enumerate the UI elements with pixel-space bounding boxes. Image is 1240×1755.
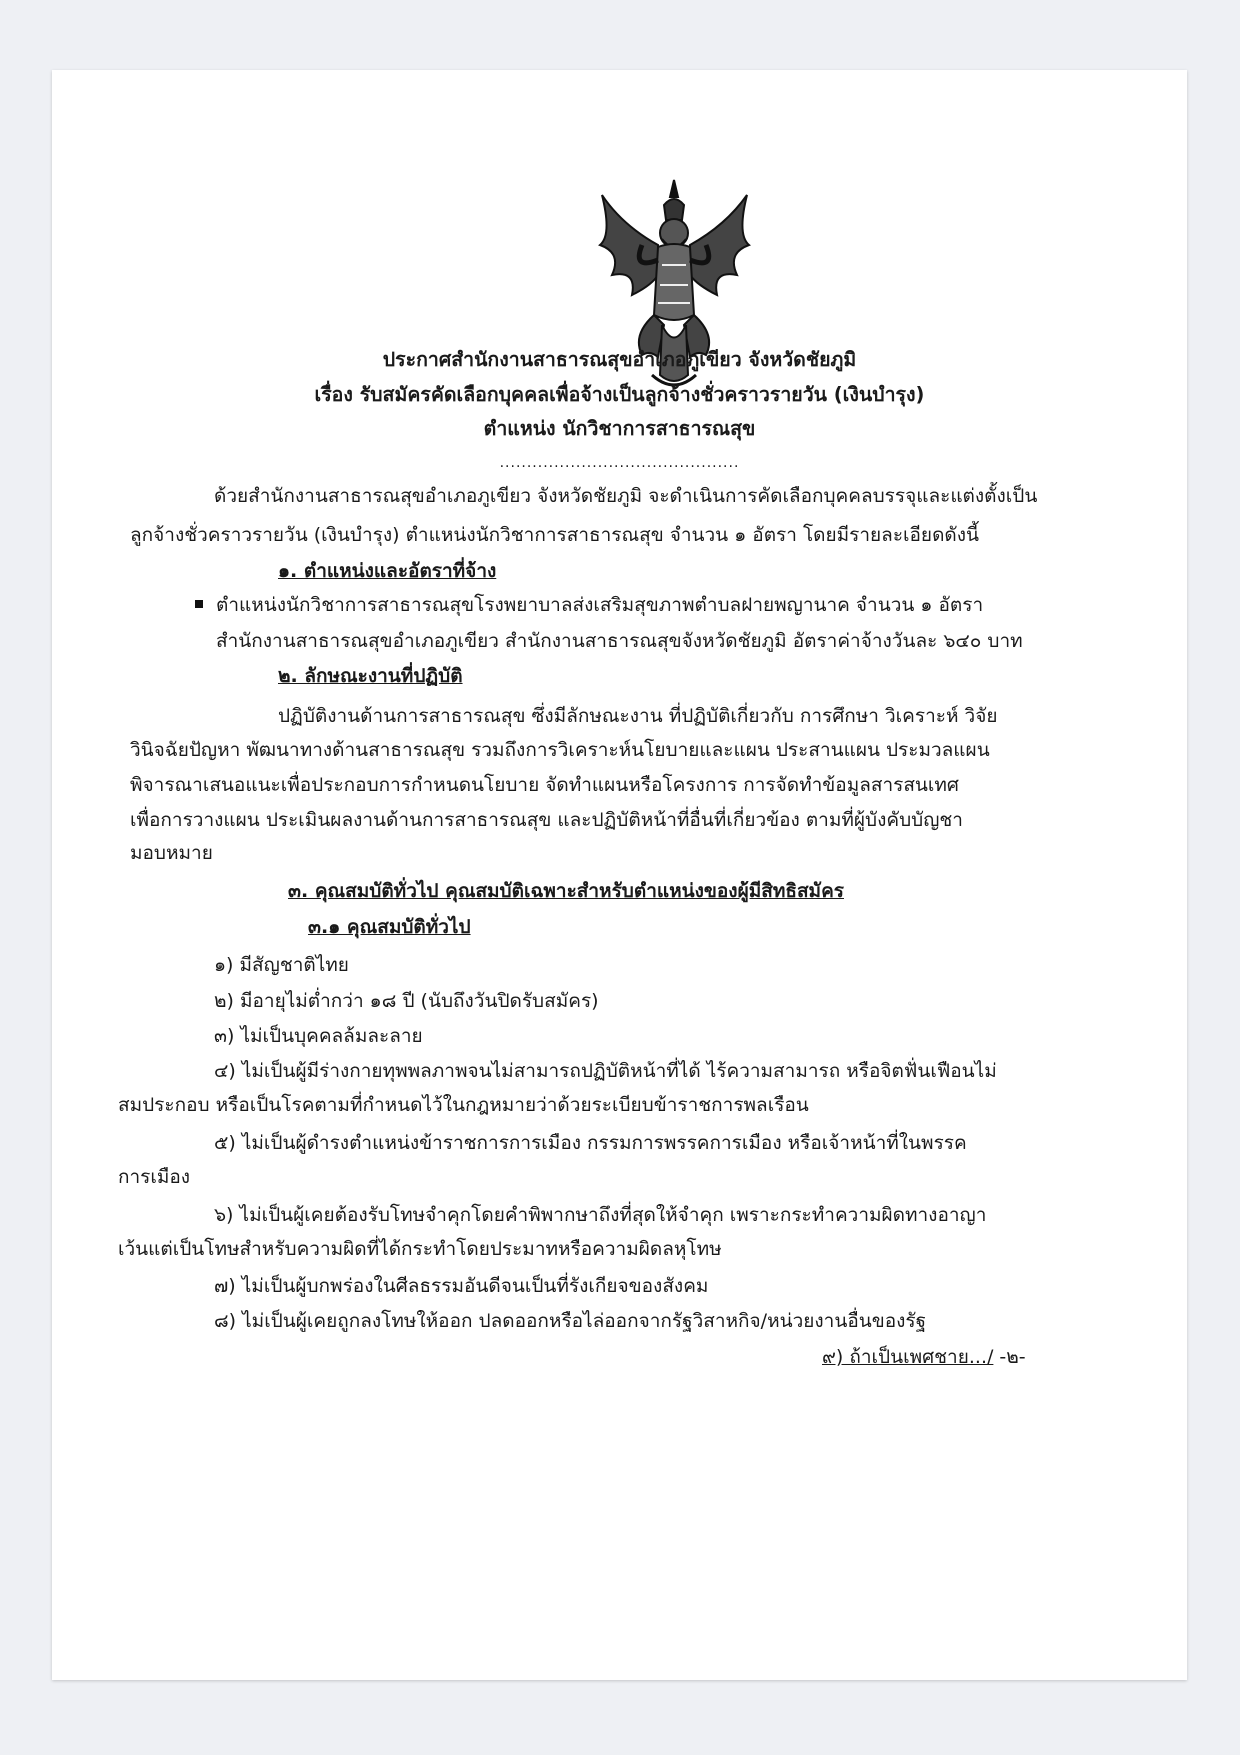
intro-line-1: ด้วยสำนักงานสาธารณสุขอำเภอภูเขียว จังหวัดชัยภูมิ จะดำเนินการคัดเลือกบุคคลบรรจุและแต่งตั้งเป็น: [214, 485, 1038, 507]
qualification-item-6: ๖) ไม่เป็นผู้เคยต้องรับโทษจำคุกโดยคำพิพากษาถึงที่สุดให้จำคุก เพราะกระทำความผิดทางอาญา: [214, 1204, 987, 1226]
announcement-subject: เรื่อง รับสมัครคัดเลือกบุคคลเพื่อจ้างเป็นลูกจ้างชั่วคราวรายวัน (เงินบำรุง): [314, 383, 925, 406]
document-page: [52, 70, 1187, 1680]
section2-line-2: วินิจฉัยปัญหา พัฒนาทางด้านสาธารณสุข รวมถึงการวิเคราะห์นโยบายและแผน ประสานแผน ประมวลแผน: [130, 739, 990, 761]
qualification-item-1: ๑) มีสัญชาติไทย: [214, 954, 349, 976]
section2-line-5: มอบหมาย: [130, 842, 213, 864]
section3-heading: ๓. คุณสมบัติทั่วไป คุณสมบัติเฉพาะสำหรับตำแหน่งของผู้มีสิทธิสมัคร: [288, 880, 844, 902]
page-continuation: [822, 1344, 1026, 1370]
qualification-item-4: ๔) ไม่เป็นผู้มีร่างกายทุพพลภาพจนไม่สามารถปฏิบัติหน้าที่ได้ ไร้ความสามารถ หรือจิตฟั่นเฟือนไม่: [214, 1060, 997, 1082]
qualification-item-4-cont: สมประกอบ หรือเป็นโรคตามที่กำหนดไว้ในกฎหมายว่าด้วยระเบียบข้าราชการพลเรือน: [118, 1094, 809, 1116]
section3-subheading: ๓.๑ คุณสมบัติทั่วไป: [308, 916, 471, 938]
intro-line-2: ลูกจ้างชั่วคราวรายวัน (เงินบำรุง) ตำแหน่งนักวิชาการสาธารณสุข จำนวน ๑ อัตรา โดยมีรายละเอียดดังนี้: [130, 524, 980, 546]
qualification-item-5-cont: การเมือง: [118, 1166, 191, 1188]
section2-line-3: พิจารณาเสนอแนะเพื่อประกอบการกำหนดนโยบาย จัดทำแผนหรือโครงการ การจัดทำข้อมูลสารสนเทศ: [130, 774, 959, 796]
title-divider: ............................................: [499, 455, 740, 471]
announcement-position: ตำแหน่ง นักวิชาการสาธารณสุข: [483, 417, 756, 440]
section1-heading: ๑. ตำแหน่งและอัตราที่จ้าง: [278, 560, 497, 582]
section2-heading: ๒. ลักษณะงานที่ปฏิบัติ: [278, 665, 463, 687]
qualification-item-8: ๘) ไม่เป็นผู้เคยถูกลงโทษให้ออก ปลดออกหรือไล่ออกจากรัฐวิสาหกิจ/หน่วยงานอื่นของรัฐ: [214, 1310, 927, 1332]
section1-bullet-line-1: ตำแหน่งนักวิชาการสาธารณสุขโรงพยาบาลส่งเสริมสุขภาพตำบลฝายพญานาค จำนวน ๑ อัตรา: [216, 594, 984, 616]
announcement-title: ประกาศสำนักงานสาธารณสุขอำเภอภูเขียว จังหวัดชัยภูมิ: [382, 348, 857, 371]
qualification-item-2: ๒) มีอายุไม่ต่ำกว่า ๑๘ ปี (นับถึงวันปิดรับสมัคร): [214, 990, 599, 1012]
qualification-item-5: ๕) ไม่เป็นผู้ดำรงตำแหน่งข้าราชการการเมือง กรรมการพรรคการเมือง หรือเจ้าหน้าที่ในพรรค: [214, 1132, 967, 1154]
bullet-square-icon: [195, 600, 203, 608]
qualification-item-6-cont: เว้นแต่เป็นโทษสำหรับความผิดที่ได้กระทำโดยประมาทหรือความผิดลหุโทษ: [118, 1238, 722, 1260]
continuation-note: ๙) ถ้าเป็นเพศชาย.../: [822, 1346, 994, 1368]
section1-bullet-line-2: สำนักงานสาธารณสุขอำเภอภูเขียว สำนักงานสาธารณสุขจังหวัดชัยภูมิ อัตราค่าจ้างวันละ ๖๔๐ บาท: [216, 630, 1023, 652]
qualification-item-3: ๓) ไม่เป็นบุคคลล้มละลาย: [214, 1025, 423, 1047]
section2-line-4: เพื่อการวางแผน ประเมินผลงานด้านการสาธารณสุข และปฏิบัติหน้าที่อื่นที่เกี่ยวข้อง ตามที่ผู้บังคับบัญชา: [130, 809, 963, 831]
next-page-marker: -๒-: [993, 1346, 1026, 1368]
section2-line-1: ปฏิบัติงานด้านการสาธารณสุข ซึ่งมีลักษณะงาน ที่ปฏิบัติเกี่ยวกับ การศึกษา วิเคราะห์ วิจัย: [278, 705, 998, 727]
qualification-item-7: ๗) ไม่เป็นผู้บกพร่องในศีลธรรมอันดีจนเป็นที่รังเกียจของสังคม: [214, 1275, 709, 1297]
